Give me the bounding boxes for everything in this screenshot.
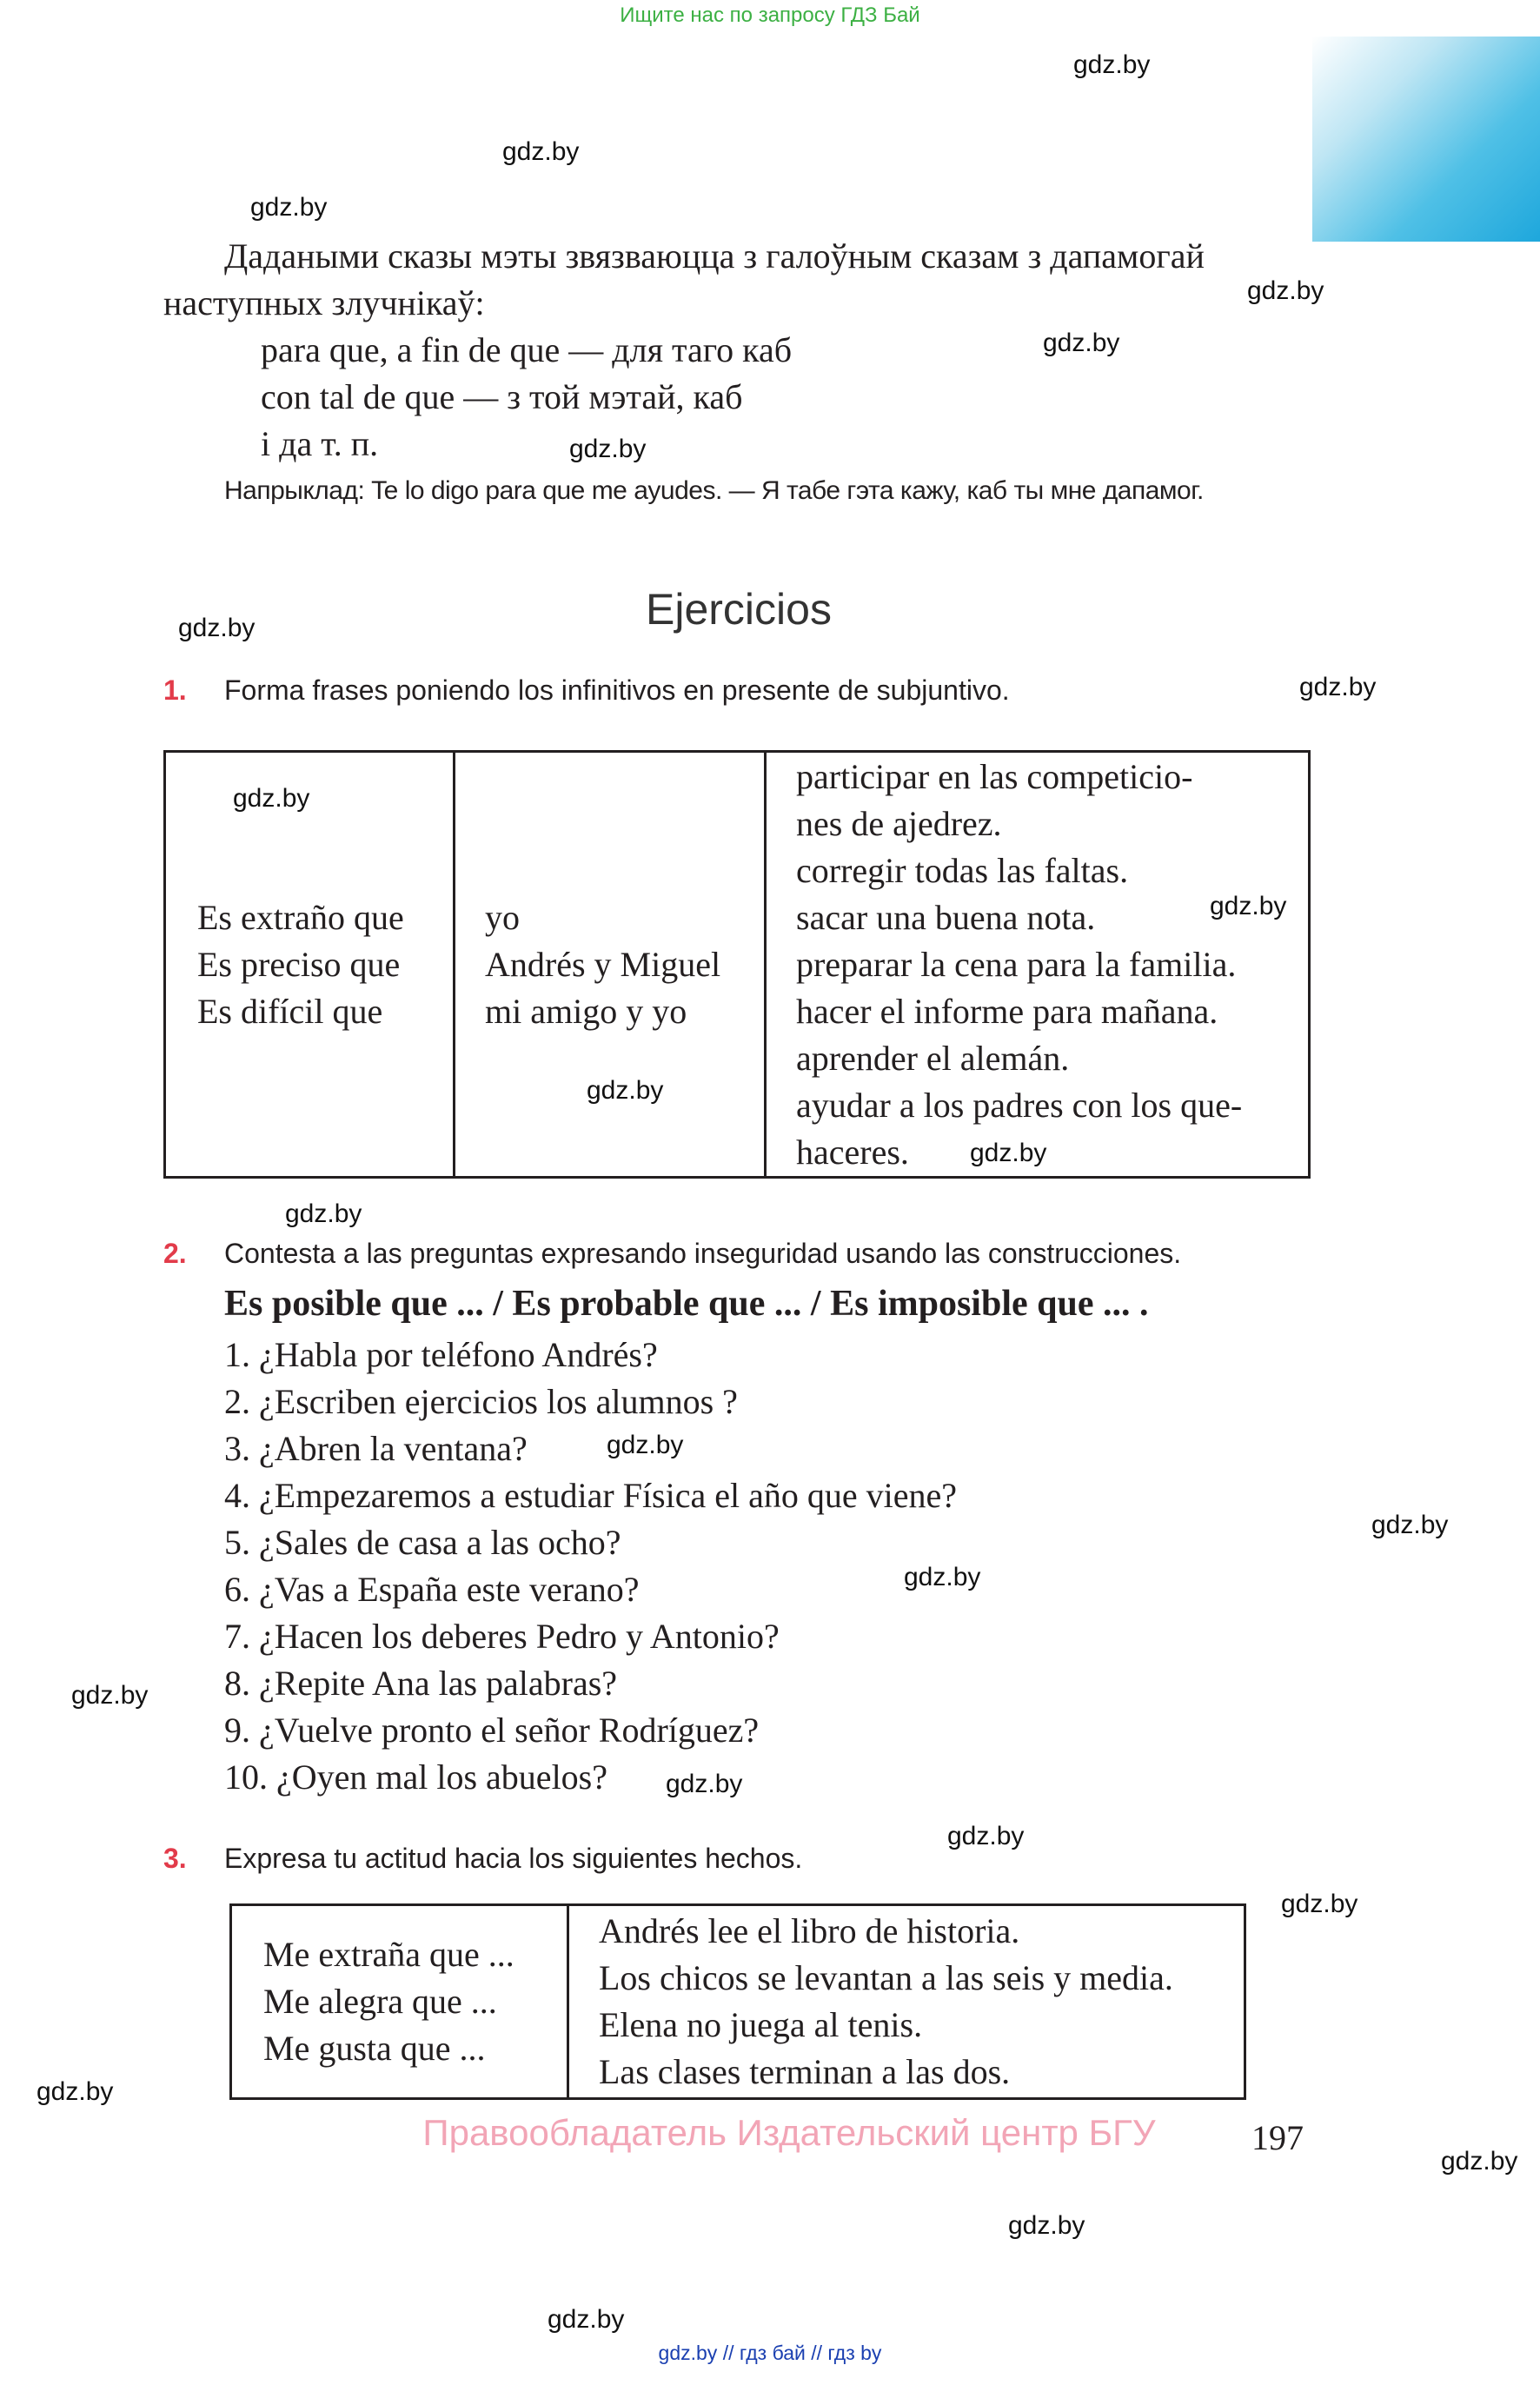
intro-line-2: наступных злучнікаў: xyxy=(163,283,485,322)
exercise-1-instruction: Forma frases poniendo los infinitivos en presente de subjuntivo. xyxy=(224,674,1010,706)
table-3-fact: Andrés lee el libro de historia. xyxy=(599,1911,1020,1950)
table-1-infinitive: preparar la cena para la familia. xyxy=(796,944,1237,984)
table-1-phrase: Es preciso que xyxy=(197,944,401,984)
watermark: gdz.by xyxy=(1281,1890,1358,1918)
conjunction-2: con tal de que — з той мэтай, каб xyxy=(261,377,743,416)
question-item: 8. ¿Repite Ana las palabras? xyxy=(224,1664,618,1703)
question-item: 5. ¿Sales de casa a las ocho? xyxy=(224,1523,621,1562)
table-1-phrase: Es extraño que xyxy=(197,897,404,937)
top-banner[interactable]: Ищите нас по запросу ГДЗ Бай xyxy=(620,3,920,27)
watermark: gdz.by xyxy=(607,1431,684,1459)
table-1-column-subjects xyxy=(455,752,766,1178)
watermark: gdz.by xyxy=(1008,2211,1085,2240)
table-1-infinitive: nes de ajedrez. xyxy=(796,803,1002,843)
table-1-column-infinitives xyxy=(766,752,1310,1178)
question-item: 2. ¿Escriben ejercicios los alumnos ? xyxy=(224,1382,738,1421)
question-item: 6. ¿Vas a España este verano? xyxy=(224,1570,640,1609)
exercise-3-instruction: Expresa tu actitud hacia los siguientes hechos. xyxy=(224,1843,803,1874)
table-3-fact: Las clases terminan a las dos. xyxy=(599,2052,1011,2091)
watermark: gdz.by xyxy=(250,193,328,222)
watermark: gdz.by xyxy=(548,2305,625,2334)
watermark: gdz.by xyxy=(666,1770,743,1798)
watermark: gdz.by xyxy=(1299,673,1377,701)
watermark: gdz.by xyxy=(1441,2147,1518,2176)
watermark: gdz.by xyxy=(1371,1511,1449,1539)
table-1-infinitive: aprender el alemán. xyxy=(796,1038,1070,1078)
watermark: gdz.by xyxy=(904,1563,981,1591)
table-3-phrase: Me extraña que ... xyxy=(263,1935,514,1974)
exercise-3-number: 3. xyxy=(163,1843,187,1874)
question-item: 9. ¿Vuelve pronto el señor Rodríguez? xyxy=(224,1711,760,1750)
exercise-1-table xyxy=(163,750,1311,1179)
exercise-1-number: 1. xyxy=(163,674,187,706)
question-item: 7. ¿Hacen los deberes Pedro y Antonio? xyxy=(224,1617,780,1656)
table-1-infinitive: corregir todas las faltas. xyxy=(796,850,1129,890)
watermark: gdz.by xyxy=(947,1822,1025,1850)
watermark: gdz.by xyxy=(970,1139,1047,1167)
table-1-subject: Andrés y Miguel xyxy=(485,944,721,984)
table-1-infinitive: sacar una buena nota. xyxy=(796,897,1096,937)
table-1-column-subjects-phrases xyxy=(165,752,455,1178)
table-3-phrase: Me alegra que ... xyxy=(263,1982,497,2021)
table-1-phrase: Es difícil que xyxy=(197,991,383,1031)
exercise-2-constructions: Es posible que ... / Es probable que ... / Es imposible que ... . xyxy=(224,1284,1149,1324)
watermark: gdz.by xyxy=(1210,892,1287,920)
watermark: gdz.by xyxy=(1073,50,1151,79)
question-item: 10. ¿Oyen mal los abuelos? xyxy=(224,1757,607,1797)
table-1-infinitive: participar en las competicio- xyxy=(796,756,1193,796)
table-1-infinitive: ayudar a los padres con los que- xyxy=(796,1085,1243,1125)
table-1-subject: mi amigo y yo xyxy=(485,991,687,1031)
watermark: gdz.by xyxy=(1247,276,1324,305)
table-1-infinitive: hacer el informe para mañana. xyxy=(796,991,1218,1031)
page-number: 197 xyxy=(1251,2118,1304,2157)
question-item: 3. ¿Abren la ventana? xyxy=(224,1429,528,1468)
watermark: gdz.by xyxy=(502,137,580,166)
table-3-fact: Los chicos se levantan a las seis y media. xyxy=(599,1958,1173,1997)
watermark: gdz.by xyxy=(1043,329,1120,357)
table-3-column-phrases xyxy=(231,1905,568,2099)
watermark: gdz.by xyxy=(569,435,647,463)
table-3-fact: Elena no juega al tenis. xyxy=(599,2005,923,2044)
intro-line-1: Дадаными сказы мэты звязваюцца з галоўным сказам з дапамогай xyxy=(224,236,1205,276)
watermark: gdz.by xyxy=(285,1199,362,1228)
watermark: gdz.by xyxy=(178,614,256,642)
table-3-phrase: Me gusta que ... xyxy=(263,2029,486,2068)
watermark: gdz.by xyxy=(587,1076,664,1105)
conjunction-3: і да т. п. xyxy=(261,424,379,463)
table-1-subject: yo xyxy=(485,897,520,937)
table-3-column-facts xyxy=(568,1905,1245,2099)
exercise-2-number: 2. xyxy=(163,1238,187,1269)
exercise-2-instruction: Contesta a las preguntas expresando inseguridad usando las construcciones. xyxy=(224,1238,1182,1269)
intro-example: Напрыклад: Te lo digo para que me ayudes. — Я табе гэта кажу, каб ты мне дапамог. xyxy=(224,476,1204,505)
watermark: gdz.by xyxy=(71,1681,149,1710)
copyright-line: Правообладатель Издательский центр БГУ xyxy=(422,2112,1156,2153)
question-item: 4. ¿Empezaremos a estudiar Física el año que viene? xyxy=(224,1476,957,1515)
watermark: gdz.by xyxy=(37,2077,114,2106)
corner-color-block xyxy=(1312,37,1540,242)
table-1-infinitive: haceres. xyxy=(796,1132,909,1172)
bottom-links[interactable]: gdz.by // гдз бай // гдз by xyxy=(658,2342,882,2364)
exercise-3-table xyxy=(229,1903,1246,2100)
exercise-2-questions xyxy=(224,1332,957,1801)
question-item: 1. ¿Habla por teléfono Andrés? xyxy=(224,1335,658,1374)
watermark: gdz.by xyxy=(233,784,310,813)
conjunction-1: para que, a fin de que — для таго каб xyxy=(261,330,793,369)
exercises-heading: Ejercicios xyxy=(646,585,832,634)
